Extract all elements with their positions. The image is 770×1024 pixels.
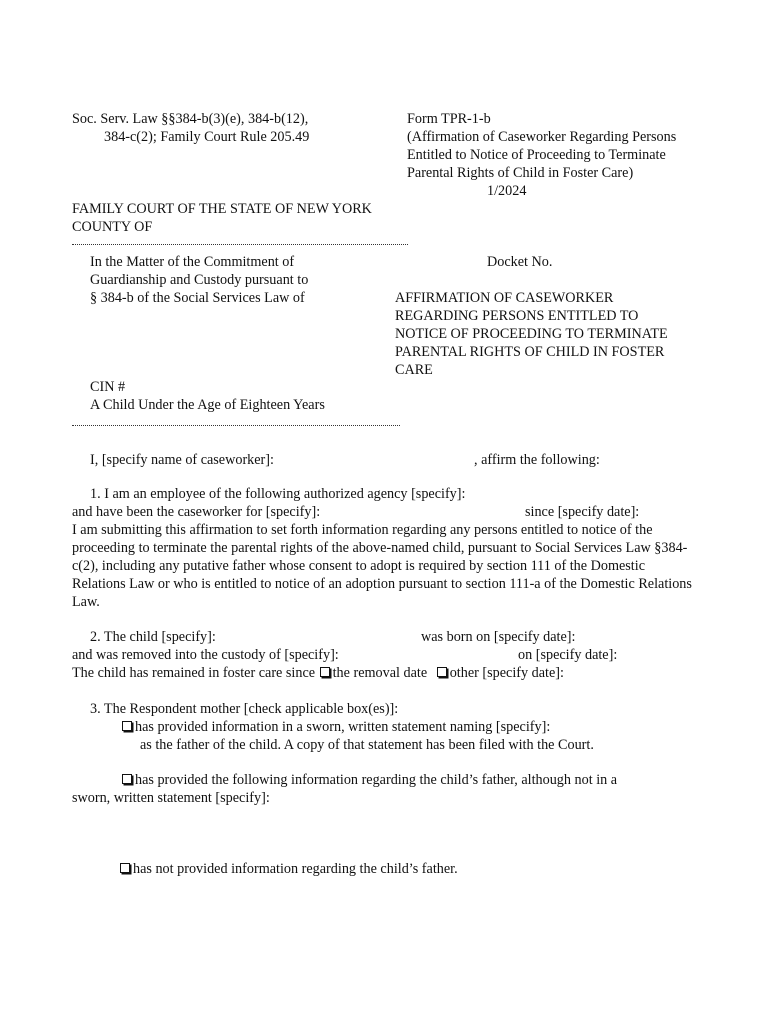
intro-caseworker-name: I, [specify name of caseworker]: (90, 452, 274, 468)
form-description-line3: Parental Rights of Child in Foster Care) (407, 165, 634, 181)
checkbox-other-date[interactable] (437, 667, 447, 677)
para2-foster-care-text: The child has remained in foster care since (72, 665, 316, 681)
option-other-date-label: other [specify date]: (449, 665, 564, 681)
document-title-line5: CARE (395, 362, 433, 378)
matter-line1: In the Matter of the Commitment of (90, 254, 295, 270)
document-title-line4: PARENTAL RIGHTS OF CHILD IN FOSTER (395, 344, 665, 360)
checkbox-unsworn-information[interactable] (122, 774, 132, 784)
para3-option2 (121, 771, 617, 789)
caption-divider-bottom (72, 425, 400, 427)
document-title-line1: AFFIRMATION OF CASEWORKER (395, 290, 614, 306)
court-name: FAMILY COURT OF THE STATE OF NEW YORK (72, 201, 372, 217)
para2-removed-into-custody: and was removed into the custody of [specify]: (72, 647, 339, 663)
para3-option1-continued: as the father of the child. A copy of that statement has been filed with the Court. (140, 737, 594, 753)
para2-child: 2. The child [specify]: (90, 629, 216, 645)
option-removal-date-label: the removal date (332, 665, 428, 681)
para3-respondent-mother: 3. The Respondent mother [check applicable box(es)]: (90, 701, 399, 717)
form-description-line2: Entitled to Notice of Proceeding to Terminate (407, 147, 666, 163)
cin-label: CIN # (90, 379, 126, 395)
checkbox-sworn-statement[interactable] (122, 721, 132, 731)
document-title-line2: REGARDING PERSONS ENTITLED TO (395, 308, 639, 324)
form-id: Form TPR-1-b (407, 111, 491, 127)
matter-line2: Guardianship and Custody pursuant to (90, 272, 309, 288)
child-description: A Child Under the Age of Eighteen Years (90, 397, 325, 413)
para3-option1 (121, 718, 550, 736)
matter-line3: § 384-b of the Social Services Law of (90, 290, 305, 306)
para3-option2-continued: sworn, written statement [specify]: (72, 790, 270, 806)
statute-citation-line2: 384-c(2); Family Court Rule 205.49 (104, 129, 310, 145)
para1-agency: 1. I am an employee of the following authorized agency [specify]: (90, 486, 466, 502)
para1-caseworker-for: and have been the caseworker for [specify]: (72, 504, 321, 520)
docket-label: Docket No. (487, 254, 553, 270)
para3-option3-label: has not provided information regarding the child’s father. (133, 861, 458, 877)
para3-option2-label: has provided the following information regarding the child’s father, although not in a (135, 772, 618, 788)
county-label: COUNTY OF (72, 219, 153, 235)
para2-born-on: was born on [specify date]: (421, 629, 576, 645)
para1-body: I am submitting this affirmation to set forth information regarding any persons entitled to notice of the proceeding to terminate the parental rights of the above-named child, pursuant to Social Services Law §384-c(2), including any putative father whose consent to adopt is required by section 111 of the Domestic Relations Law or who is entitled to notice of an adoption pursuant to section 111-a of the Domestic Relations Law. (72, 522, 692, 610)
para2-removed-date: on [specify date]: (518, 647, 618, 663)
checkbox-removal-date[interactable] (320, 667, 330, 677)
checkbox-no-information[interactable] (120, 863, 130, 873)
para3-option1-label: has provided information in a sworn, written statement naming [specify]: (135, 719, 551, 735)
para2-foster-care-since (72, 664, 564, 682)
statute-citation-line1: Soc. Serv. Law §§384-b(3)(e), 384-b(12), (72, 111, 309, 127)
intro-affirm: , affirm the following: (474, 452, 600, 468)
para1-since-date: since [specify date]: (525, 504, 640, 520)
caption-divider-top (72, 244, 408, 246)
form-description-line1: (Affirmation of Caseworker Regarding Persons (407, 129, 677, 145)
document-title-line3: NOTICE OF PROCEEDING TO TERMINATE (395, 326, 668, 342)
form-date: 1/2024 (487, 183, 527, 199)
para3-option3 (119, 860, 458, 878)
